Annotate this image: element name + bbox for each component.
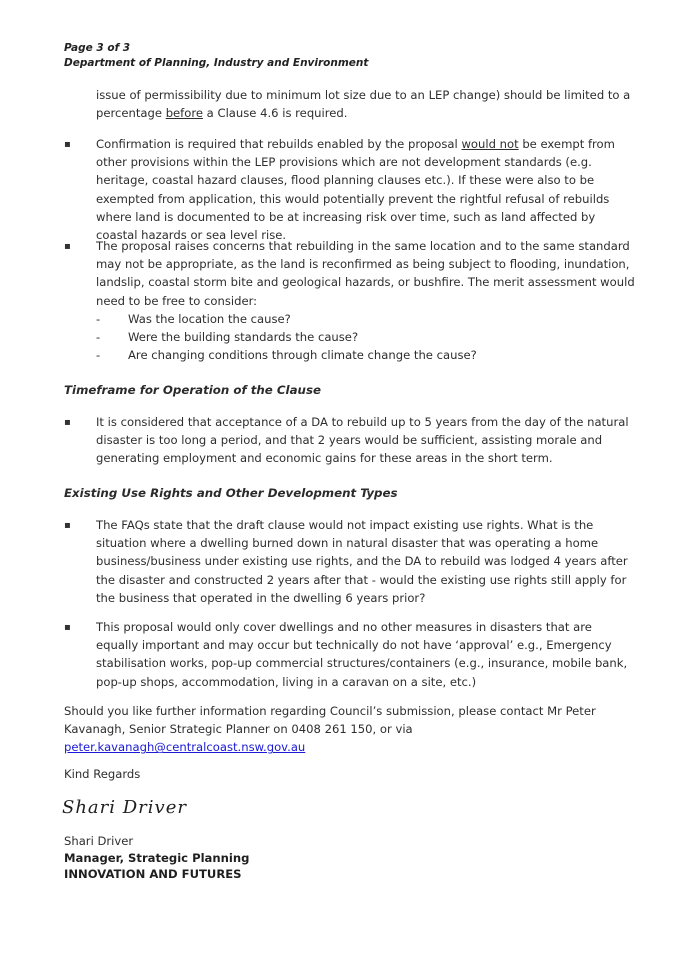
sub-item: - Were the building standards the cause? xyxy=(96,330,359,344)
section-heading-timeframe: Timeframe for Operation of the Clause xyxy=(64,383,321,397)
email-link[interactable]: peter.kavanagh@centralcoast.nsw.gov.au xyxy=(64,740,306,755)
section-heading-existing-use: Existing Use Rights and Other Development Types xyxy=(64,486,398,500)
signature: Shari Driver xyxy=(62,797,187,818)
sub-item: - Was the location the cause? xyxy=(96,312,291,326)
contact-paragraph: Should you like further information regarding Council’s submission, please contact Mr Peter Kavanagh, Senior Strategic Planner on 0408 261 150, or via peter.kavanagh@centralcoast.nsw.gov.au xyxy=(64,704,596,755)
bullet-existing-use-rights: The FAQs state that the draft clause would not impact existing use rights. What is the situation where a dwelling burned down in natural disaster that was operating a home business/business under existing use rights, and the DA to rebuild was lodged 4 years after the disaster and constructed 2 years after that - would the existing use rights still apply for the business that operated in the dwelling 6 years prior? xyxy=(96,518,628,605)
signatory-unit: INNOVATION AND FUTURES xyxy=(64,867,242,881)
bullet-marker: ▪ xyxy=(64,139,71,150)
bullet-timeframe: It is considered that acceptance of a DA to rebuild up to 5 years from the day of the natural disaster is too long a period, and that 2 years would be sufficient, assisting morale and generating employment and economic gains for these areas in the short term. xyxy=(96,415,629,466)
continuation-paragraph: issue of permissibility due to minimum lot size due to an LEP change) should be limited to a percentage before a Clause 4.6 is required. xyxy=(96,88,631,121)
bullet-marker: ▪ xyxy=(64,417,71,428)
bullet-other-measures: This proposal would only cover dwellings and no other measures in disasters that are equally important and may occur but technically do not have ‘approval’ e.g., Emergency stabilisation works, pop-up commercial structures/containers (e.g., insurance, mobile bank, pop-up shops, accommodation, living in a caravan on a site, etc.) xyxy=(96,620,628,689)
signatory-name: Shari Driver xyxy=(64,834,134,848)
page-number: Page 3 of 3 xyxy=(64,42,131,54)
recipient-department: Department of Planning, Industry and Environment xyxy=(64,57,369,69)
signatory-title: Manager, Strategic Planning xyxy=(64,851,250,865)
closing-regards: Kind Regards xyxy=(64,767,141,781)
bullet-rebuild-location: The proposal raises concerns that rebuilding in the same location and to the same standard may not be appropriate, as the land is reconfirmed as being subject to flooding, inundation, landslip, coastal storm bite and geological hazards, or bushfire. The merit assessment would need to be free to consider: xyxy=(96,239,635,308)
bullet-lep-provisions: Confirmation is required that rebuilds enabled by the proposal would not be exempt from other provisions within the LEP provisions which are not development standards (e.g. heritage, coastal hazard clauses, flood planning clauses etc.). If these were also to be exempted from application, this would potentially prevent the rightful refusal of rebuilds where land is documented to be at increasing risk over time, such as land affected by coastal hazards or sea level rise. xyxy=(96,137,615,243)
bullet-marker: ▪ xyxy=(64,241,71,252)
bullet-marker: ▪ xyxy=(64,622,71,633)
bullet-marker: ▪ xyxy=(64,520,71,531)
sub-item: - Are changing conditions through climate change the cause? xyxy=(96,348,477,362)
